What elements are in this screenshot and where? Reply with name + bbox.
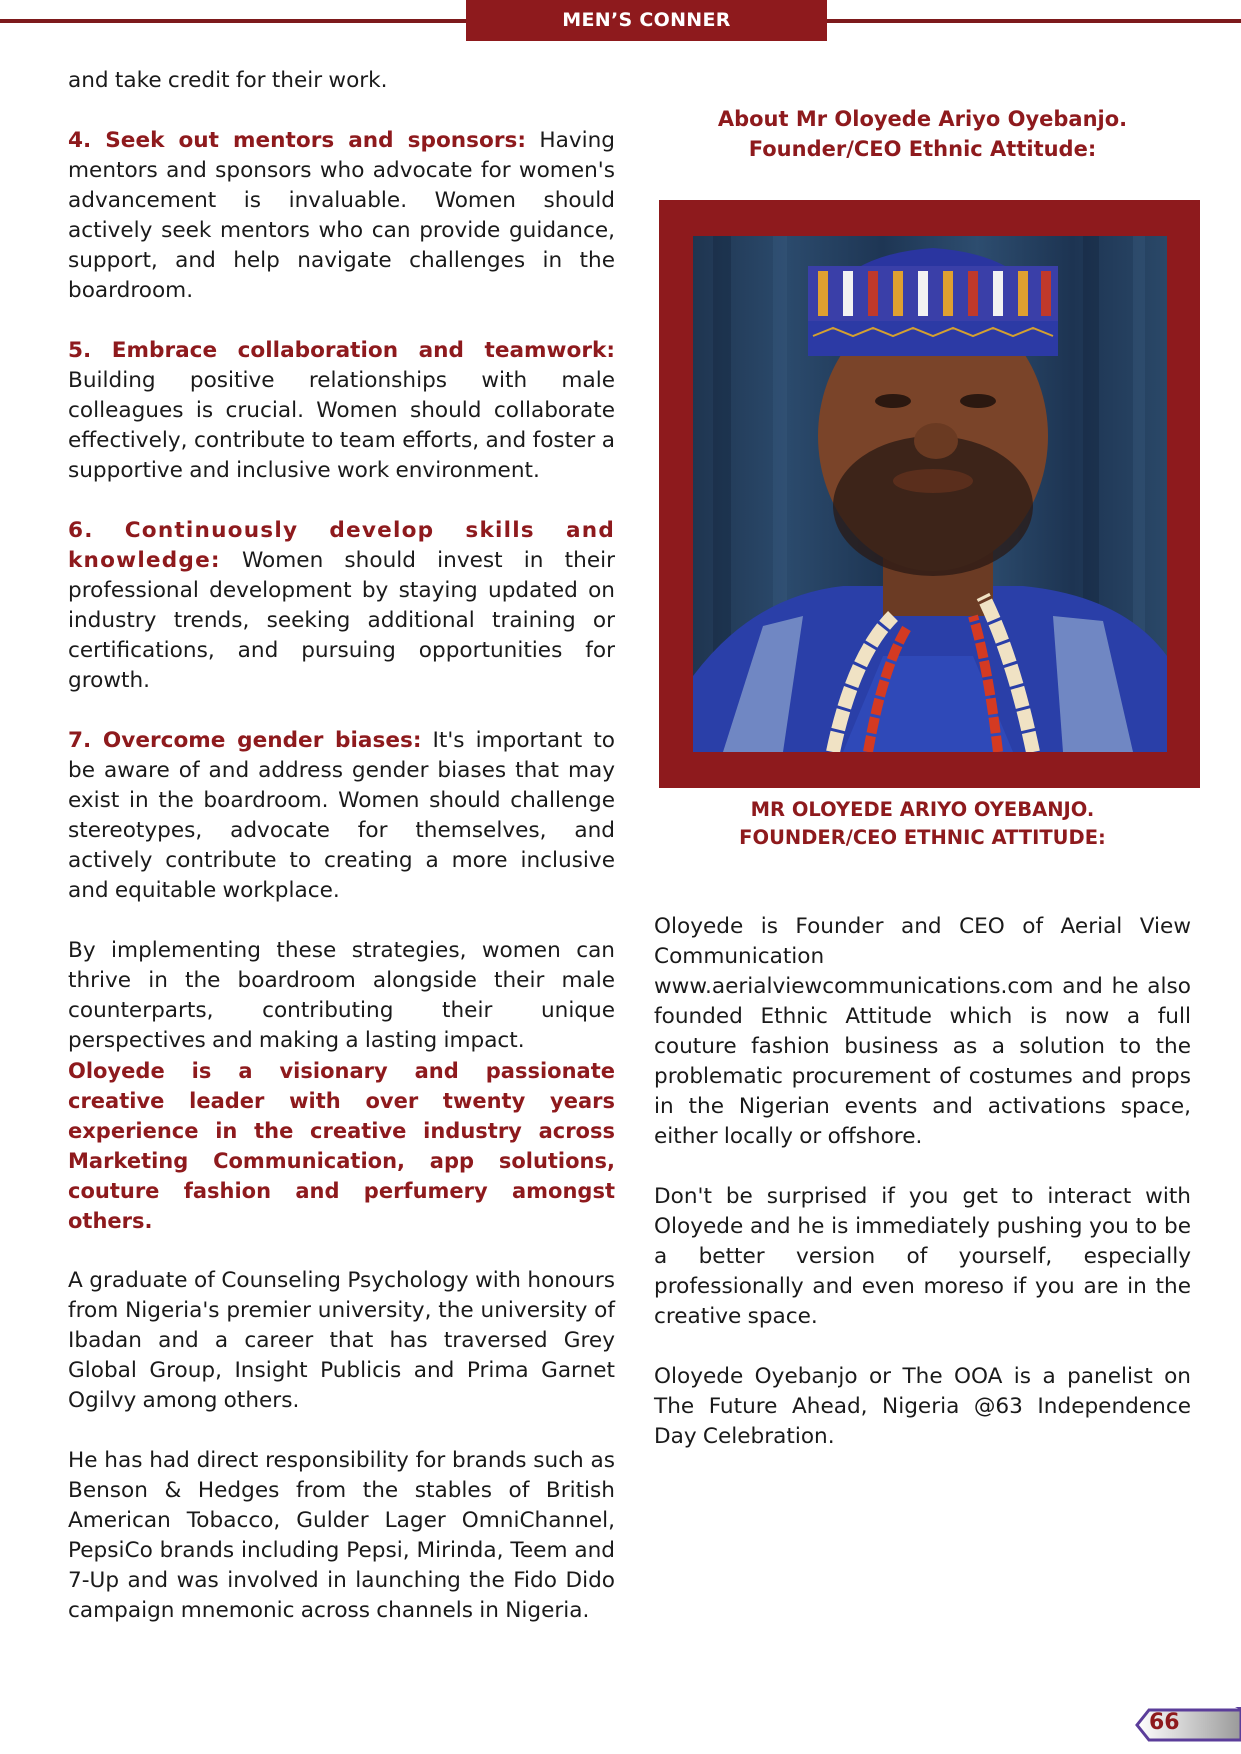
caption-line1: MR OLOYEDE ARIYO OYEBANJO. [750,798,1095,821]
bio-p1-line1: Oloyede is Founder and CEO of Aerial View Communication [654,914,1191,969]
about-title-line1: About Mr Oloyede Ariyo Oyebanjo. [717,107,1128,131]
tip-body: Having mentors and sponsors who advocate for women's advancement is invaluable. Women should actively seek mentors who can provide guidance, support, and help navigate challenges in the boardroom. [68,128,615,303]
photo-frame [659,200,1200,788]
bio-paragraph-3: Oloyede Oyebanjo or The OOA is a panelist on The Future Ahead, Nigeria @63 Independence Day Celebration. [654,1364,1191,1449]
header-rule-left [0,19,468,23]
bio-column [654,912,1191,1452]
tip-body: Women should invest in their professional development by staying updated on industry trends, seeking additional training or certifications, and pursuing opportunities for growth. [68,548,615,693]
brands-paragraph: He has had direct responsibility for brands such as Benson & Hedges from the stables of British American Tobacco, Gulder Lager OmniChannel, PepsiCo brands including Pepsi, Mirinda, Teem and 7-Up and was involved in launching the Fido Dido campaign mnemonic across channels in Nigeria. [68,1448,615,1623]
tip-5 [68,336,615,486]
about-title-line2: Founder/CEO Ethnic Attitude: [748,137,1097,161]
left-column [68,66,615,1626]
conclusion-paragraph: By implementing these strategies, women can thrive in the boardroom alongside their male counterparts, contributing their unique perspectives and making a lasting impact. [68,938,615,1053]
tip-heading: 5. Embrace collaboration and teamwork: [68,338,615,363]
bio-paragraph-1 [654,912,1191,1152]
tip-7 [68,726,615,906]
tip-body: Building positive relationships with male colleagues is crucial. Women should collaborate effectively, contribute to team efforts, and foster a supportive and inclusive work environment. [68,368,615,483]
tip-6 [68,516,615,696]
portrait-illustration [693,236,1167,752]
section-header: MEN’S CONNER [466,0,827,41]
caption-line2: FOUNDER/CEO ETHNIC ATTITUDE: [739,826,1106,849]
tip-heading: 7. Overcome gender biases: [68,728,422,753]
header-rule-right [826,19,1241,23]
intro-fragment: and take credit for their work. [68,68,388,93]
bio-paragraph-2: Don't be surprised if you get to interact with Oloyede and he is immediately pushing you to be a better version of yourself, especially professionally and even moreso if you are in the creative space. [654,1184,1191,1329]
about-title [654,104,1191,164]
bio-p1-rest: www.aerialviewcommunications.com and he also founded Ethnic Attitude which is now a full couture fashion business as a solution to the problematic procurement of costumes and props in the Nigerian events and activations space, either locally or offshore. [654,974,1191,1149]
tip-4 [68,126,615,306]
tip-heading: 6. Continuously develop skills and knowledge: [68,518,615,573]
portrait-photo [693,236,1167,752]
education-paragraph: A graduate of Counseling Psychology with honours from Nigeria's premier university, the university of Ibadan and a career that has traversed Grey Global Group, Insight Publicis and Prima Garnet Ogilvy among others. [68,1268,615,1413]
tip-body: It's important to be aware of and address gender biases that may exist in the boardroom. Women should challenge stereotypes, advocate for themselves, and actively contribute to creating a more inclusive and equitable workplace. [68,728,615,903]
tip-heading: 4. Seek out mentors and sponsors: [68,128,526,153]
page-number: 66 [1149,1710,1180,1735]
highlight-paragraph: Oloyede is a visionary and passionate creative leader with over twenty years experience in the creative industry across Marketing Communication, app solutions, couture fashion and perfumery amongst others. [68,1059,615,1233]
page-number-tab [1135,1707,1241,1743]
photo-caption [654,796,1191,852]
